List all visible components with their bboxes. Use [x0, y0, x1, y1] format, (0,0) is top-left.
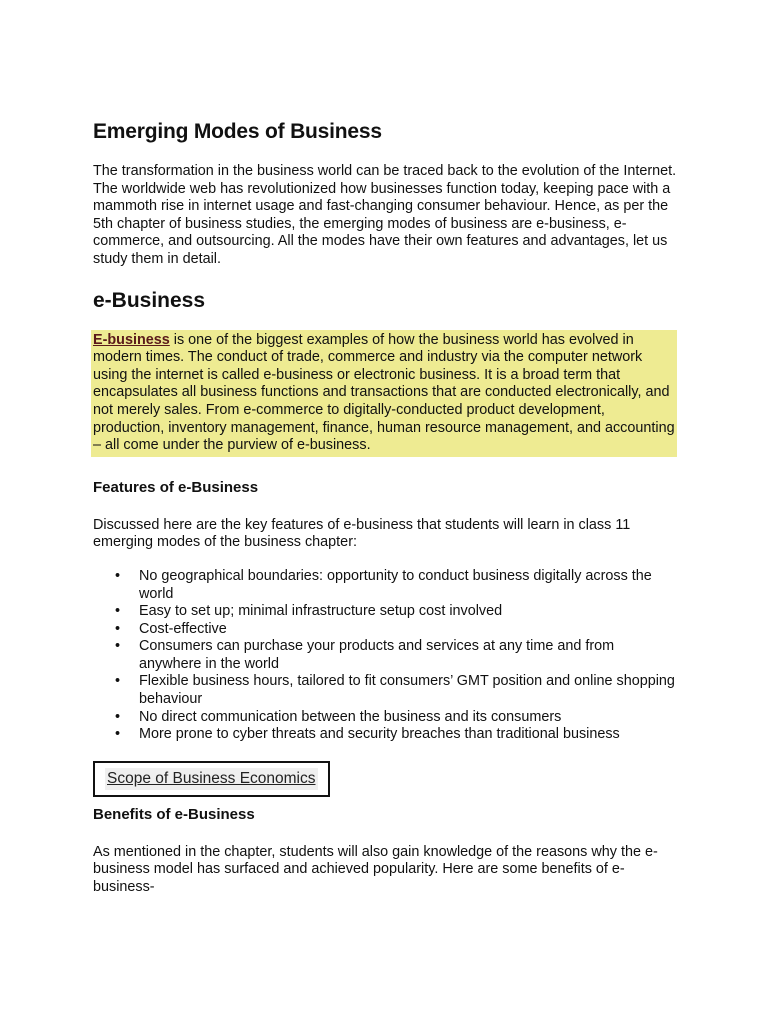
- features-list: [93, 568, 677, 744]
- list-item: • More prone to cyber threats and security breaches than traditional business: [139, 726, 677, 744]
- ebusiness-link[interactable]: E-business: [93, 331, 170, 348]
- related-article-link[interactable]: Scope of Business Economics: [105, 768, 318, 790]
- list-item: • Flexible business hours, tailored to fit consumers’ GMT position and online shopping behaviour: [139, 673, 677, 708]
- list-item: • Consumers can purchase your products and services at any time and from anywhere in the world: [139, 638, 677, 673]
- benefits-heading: Benefits of e-Business: [93, 805, 255, 823]
- features-heading: Features of e-Business: [93, 478, 259, 496]
- document-content: [93, 118, 677, 897]
- intro-paragraph: The transformation in the business world can be traced back to the evolution of the Internet. The worldwide web has revolutionized how businesses function today, keeping pace with a mammoth rise in internet usage and fast-changing consumer behaviour. Hence, as per the 5th chapter of business studies, the emerging modes of business are e-business, e-commerce, and outsourcing. All the modes have their own features and advantages, let us study them in detail.: [93, 163, 677, 267]
- list-item: • Easy to set up; minimal infrastructure setup cost involved: [139, 603, 677, 621]
- related-article-box[interactable]: [93, 761, 330, 797]
- ebusiness-heading: e-Business: [93, 288, 206, 312]
- features-intro: Discussed here are the key features of e-business that students will learn in class 11 emerging modes of the business chapter:: [93, 516, 631, 551]
- page-title: Emerging Modes of Business: [93, 120, 382, 143]
- ebusiness-paragraph: [93, 332, 677, 455]
- ebusiness-text: is one of the biggest examples of how the business world has evolved in modern times. The conduct of trade, commerce and industry via the computer network using the internet is called e-business or electronic business. It is a broad term that encapsulates all business functions and transactions that are conducted electronically, and not merely sales. From e-commerce to digitally-conducted product development, production, inventory management, finance, human resource management, and accounting – all come under the purview of e-business.: [93, 331, 675, 454]
- ebusiness-highlight: [91, 330, 677, 457]
- benefits-paragraph: As mentioned in the chapter, students will also gain knowledge of the reasons why the e-business model has surfaced and achieved popularity. Here are some benefits of e-business-: [93, 843, 658, 896]
- list-item: • Cost-effective: [139, 621, 677, 639]
- list-item: • No geographical boundaries: opportunity to conduct business digitally across the world: [139, 568, 677, 603]
- list-item: • No direct communication between the business and its consumers: [139, 709, 677, 727]
